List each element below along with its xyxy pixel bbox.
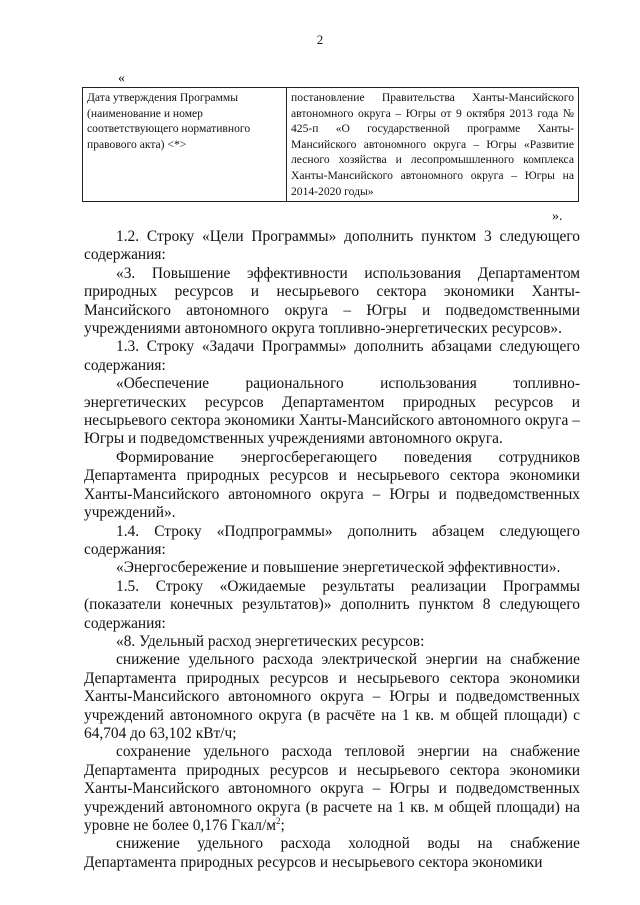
paragraph-item-8: «8. Удельный расход энергетических ресурсов: xyxy=(116,632,425,650)
paragraph-1-3: 1.3. Строку «Задачи Программы» дополнить абзацами следующего содержания: xyxy=(84,338,580,374)
paragraph-electricity: снижение удельного расхода электрической энергии на снабжение Департамента природных ресурсов и несырьевого сектора экономики Ханты-Мансийского автономного округа – Югры и подведомственных учреждений автономного округа (в расчёте на 1 кв. м общей площади) с 64,704 до 63,102 кВт/ч; xyxy=(84,651,580,742)
page-number: 2 xyxy=(316,32,324,47)
paragraph-heat xyxy=(84,743,580,835)
paragraph-subprogram: «Энергосбережение и повышение энергетической эффективности». xyxy=(116,559,561,577)
paragraph-heat-superscript: 2 xyxy=(275,815,281,826)
document-body xyxy=(84,228,580,872)
paragraph-cold-water: снижение удельного расхода холодной воды на снабжение Департамента природных ресурсов и несырьевого сектора экономики xyxy=(84,835,580,871)
table-row xyxy=(83,88,579,202)
table-open-quote: « xyxy=(118,71,125,86)
paragraph-task-behaviour: Формирование энергосберегающего поведения сотрудников Департамента природных ресурсов и несырьевого сектора экономики Ханты-Мансийского автономного округа – Югры и подведомственных учреждений». xyxy=(84,448,580,522)
paragraph-1-2: 1.2. Строку «Цели Программы» дополнить пунктом 3 следующего содержания: xyxy=(84,228,580,264)
paragraph-heat-text: сохранение удельного расхода тепловой энергии на снабжение Департамента природных ресурсов и несырьевого сектора экономики Ханты-Мансийского автономного округа – Югры и подведомственных учреждений автономного округа (в расчете на 1 кв. м общей площади) на уровне не более 0,176 Гкал/м xyxy=(84,743,580,834)
paragraph-1-4: 1.4. Строку «Подпрограммы» дополнить абзацем следующего содержания: xyxy=(84,522,580,558)
paragraph-task-energy-use: «Обеспечение рационального использования топливно-энергетических ресурсов Департаментом природных ресурсов и несырьевого сектора экономики Ханты-Мансийского автономного округа – Югры и подведомственных учреждениями автономного округа. xyxy=(84,375,580,448)
paragraph-goal-3: «3. Повышение эффективности использования Департаментом природных ресурсов и несырьевого сектора экономики Ханты-Мансийского автономного округа – Югры и подведомственными учреждениями автономного округа топливно-энергетических ресурсов». xyxy=(84,264,580,338)
paragraph-heat-end: ; xyxy=(280,817,285,834)
table-cell-value: постановление Правительства Ханты-Мансийского автономного округа – Югры от 9 октября 2013 года № 425-п «О государственной программе Ханты-Мансийского автономного округа – Югры «Развитие лесного хозяйства и лесопромышленного комплекса Ханты-Мансийского автономного округа – Югры на 2014-2020 годы» xyxy=(287,88,579,202)
table-cell-label: Дата утверждения Программы (наименование и номер соответствующего нормативного правового акта) <*> xyxy=(83,88,287,202)
paragraph-1-5: 1.5. Строку «Ожидаемые результаты реализации Программы (показатели конечных результатов)» дополнить пунктом 8 следующего содержания: xyxy=(84,577,580,632)
table-close-quote: ». xyxy=(552,209,563,224)
program-passport-table xyxy=(82,87,579,202)
